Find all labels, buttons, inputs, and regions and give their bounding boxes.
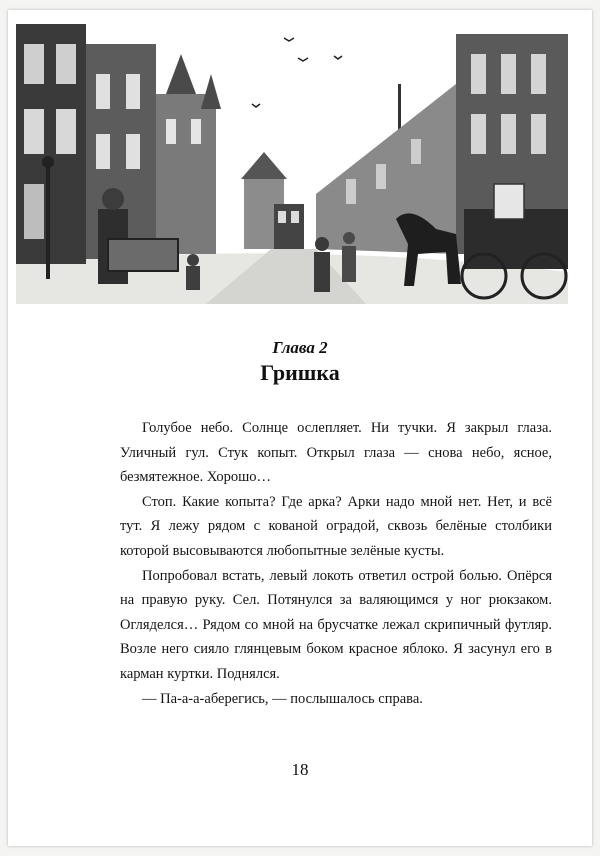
chapter-body-text — [120, 416, 552, 711]
paragraph-1: Голубое небо. Солнце ослепляет. Ни тучки. Я закрыл глаза. Уличный гул. Стук копыт. Открыл глаза — снова небо, ясное, безмятежное. Хорошо… — [120, 420, 552, 486]
page-number: 18 — [291, 760, 309, 779]
chapter-title: Гришка — [260, 360, 340, 385]
chapter-number: Глава 2 — [272, 338, 328, 357]
street-scene-illustration — [16, 14, 568, 304]
book-page — [8, 10, 592, 846]
paragraph-2: Стоп. Какие копыта? Где арка? Арки надо мной нет. Нет, и всё тут. Я лежу рядом с кованой оградой, сквозь белёные столбики которой высовываются любопытные зелёные кусты. — [120, 493, 552, 559]
paragraph-3: Попробовал встать, левый локоть ответил острой болью. Опёрся на правую руку. Сел. Потянулся за валяющимся у ног рюкзаком. Огляделся… Рядом со мной на брусчатке лежал скрипичный футляр. Возле него сияло глянцевым боком красное яблоко. Я засунул его в карман куртки. Поднялся. — [120, 567, 552, 682]
paragraph-4: — Па-а-а-аберегись, — послышалось справа. — [142, 690, 423, 707]
